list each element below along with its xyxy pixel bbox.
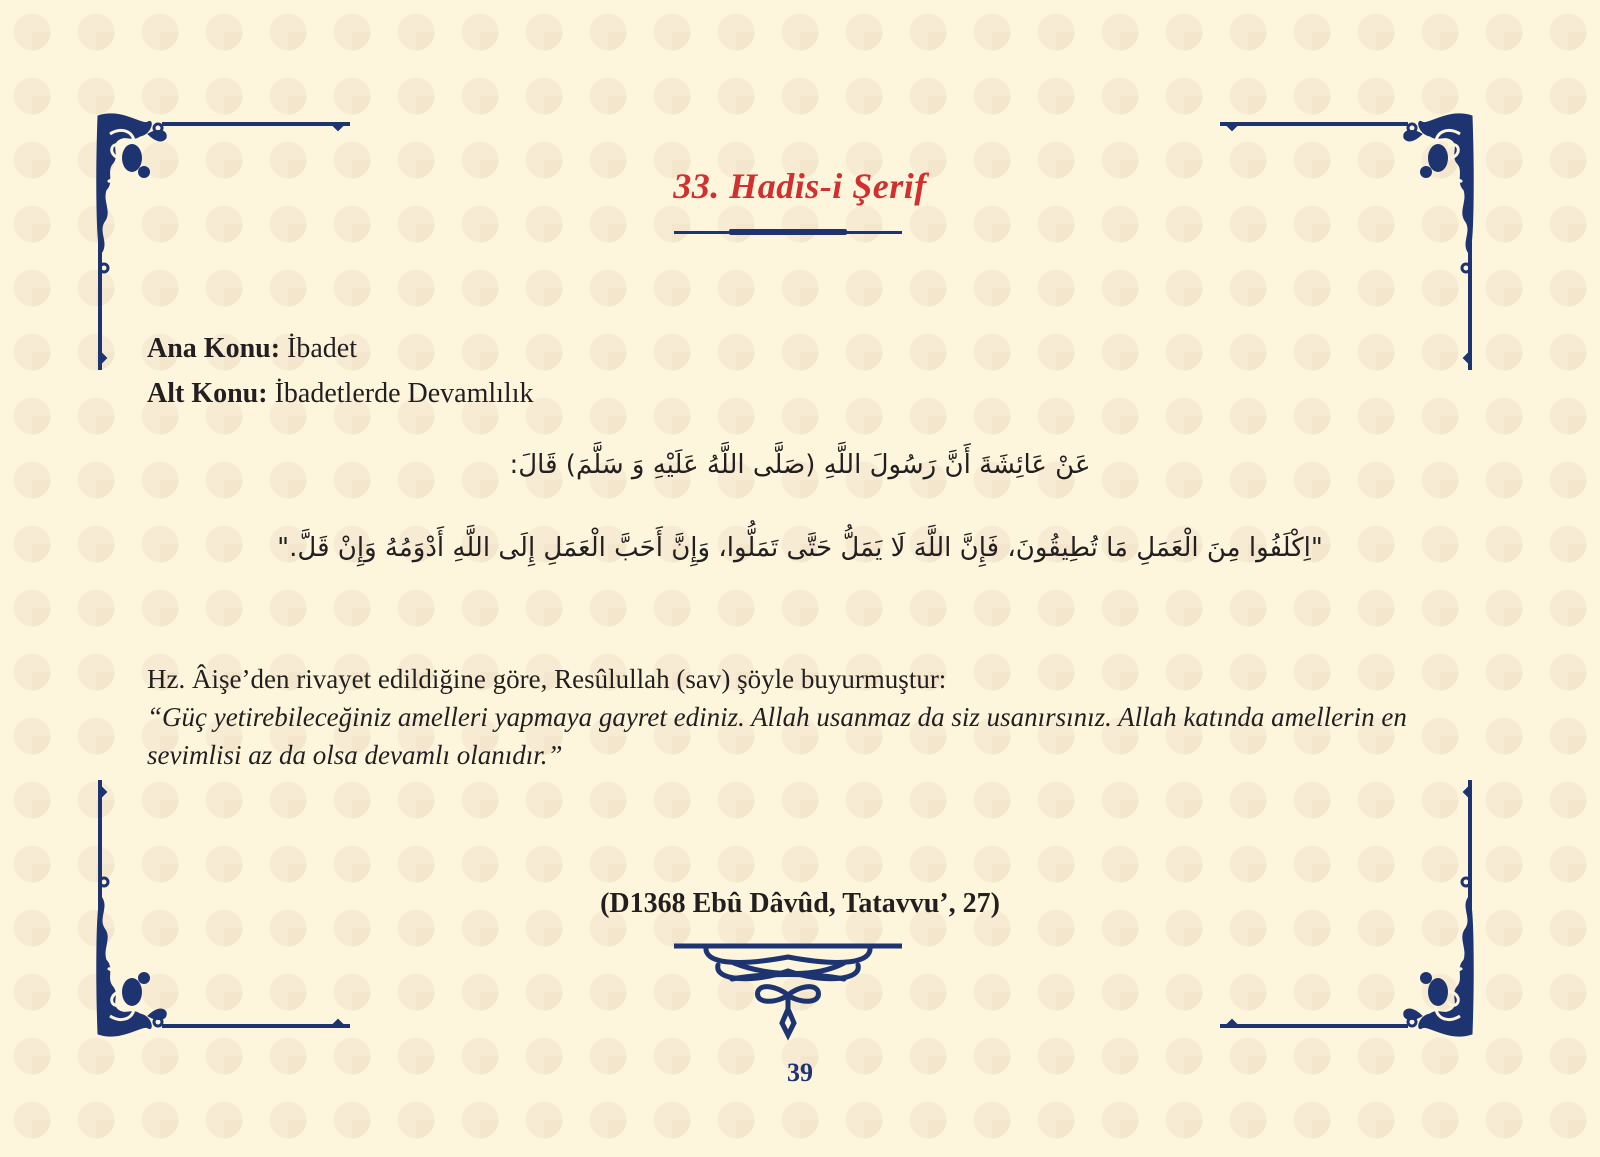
main-topic-label: Ana Konu: xyxy=(147,333,281,364)
arabic-narration-line: عَنْ عَائِشَةَ أَنَّ رَسُولَ اللَّهِ (صَلَّى اللَّهُ عَلَيْهِ وَ سَلَّمَ) قَالَ: xyxy=(509,450,1091,480)
main-topic xyxy=(147,335,357,363)
sub-topic-label: Alt Konu: xyxy=(147,378,268,409)
main-topic-value: İbadet xyxy=(287,333,358,364)
sub-topic-value: İbadetlerde Devamlılık xyxy=(274,378,534,409)
turkish-translation xyxy=(147,660,1447,774)
title-underline-divider xyxy=(674,228,902,236)
arabic-hadith-text: "اِكْلَفُوا مِنَ الْعَمَلِ مَا تُطِيقُونَ، فَإِنَّ اللَّهَ لَا يَمَلُّ حَتَّى تَمَلُّوا، وَإِنَّ أَحَبَّ الْعَمَلِ إِلَى اللَّهِ أَدْوَمُهُ وَإِنْ قَلَّ." xyxy=(277,533,1323,563)
translation-intro: Hz. Âişe’den rivayet edildiğine göre, Resûlullah (sav) şöyle buyurmuştur: xyxy=(147,664,947,694)
flourish-divider-icon xyxy=(674,943,902,1043)
page-number: 39 xyxy=(787,1058,813,1087)
sub-topic xyxy=(147,380,533,408)
source-citation: (D1368 Ebû Dâvûd, Tatavvu’, 27) xyxy=(600,888,1000,919)
page-title: 33. Hadis-i Şerif xyxy=(673,166,927,206)
ornamental-corner-icon xyxy=(1218,112,1478,372)
translation-quote: “Güç yetirebileceğiniz amelleri yapmaya gayret ediniz. Allah usanmaz da siz usanırsınız. Allah katında amellerin en sevimlisi az da olsa devamlı olanıdır.” xyxy=(147,702,1407,770)
